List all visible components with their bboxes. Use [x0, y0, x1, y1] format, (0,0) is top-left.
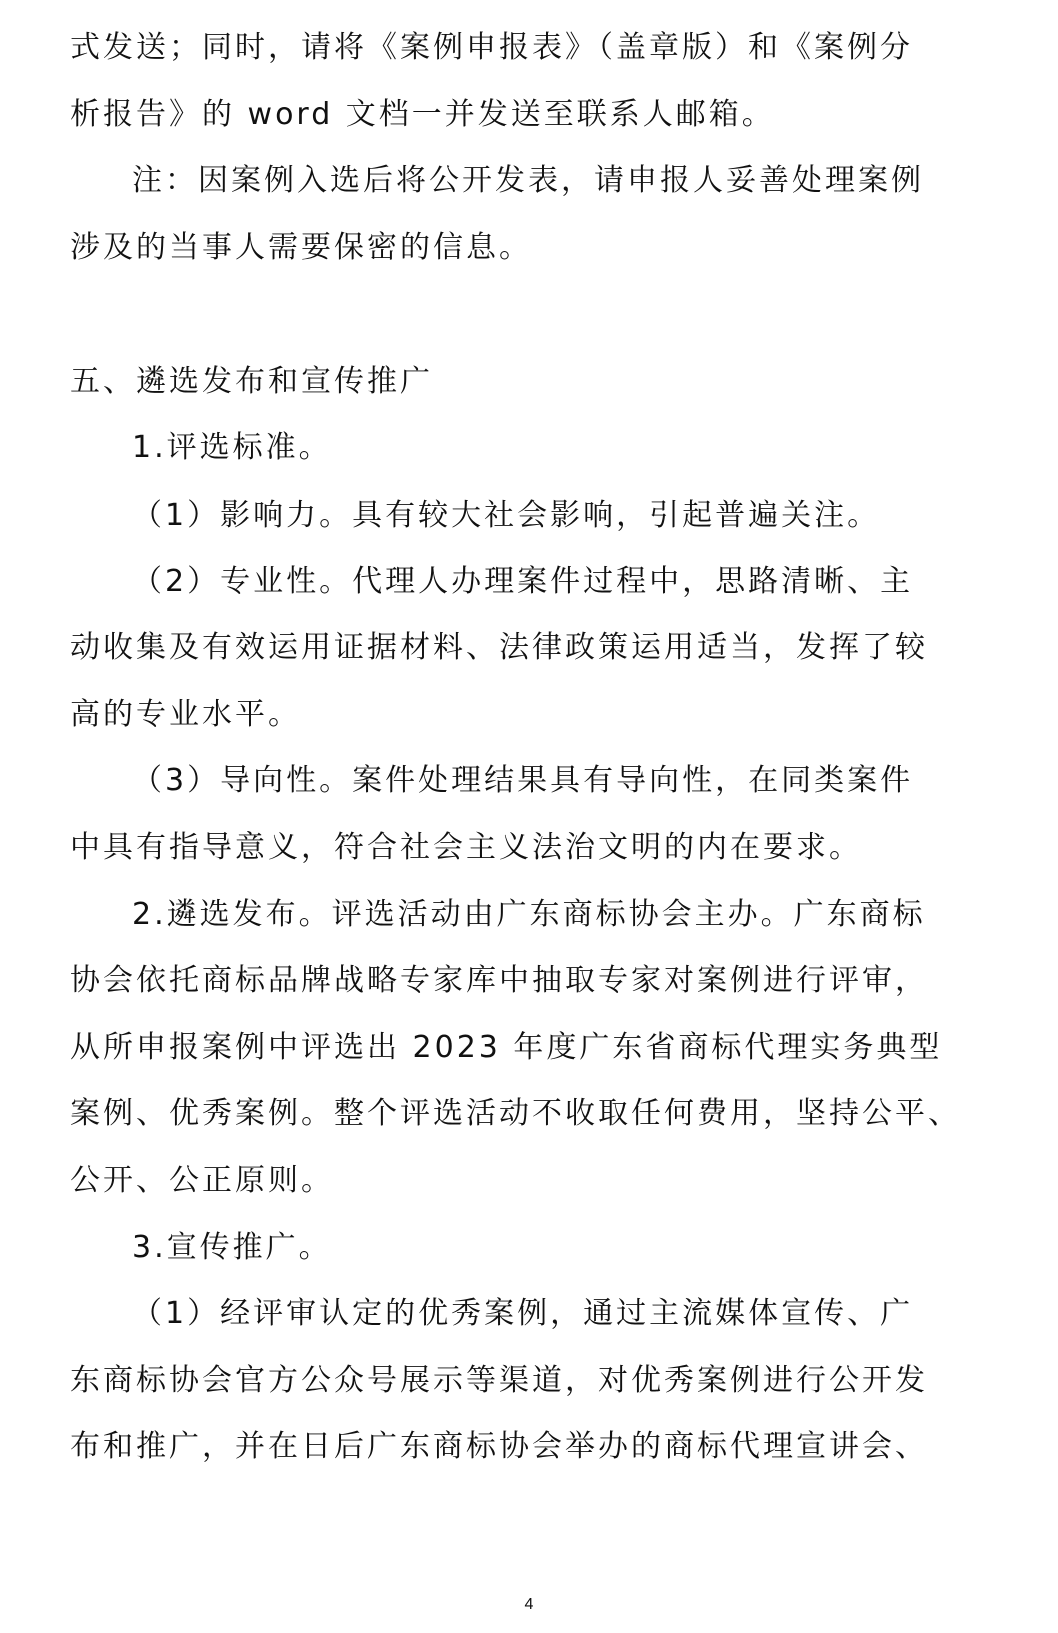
paragraph-line: （3）导向性。案件处理结果具有导向性，在同类案件 — [132, 763, 914, 798]
paragraph-line: （2）专业性。代理人办理案件过程中，思路清晰、主 — [132, 564, 914, 599]
paragraph-line: （1）影响力。具有较大社会影响，引起普遍关注。 — [132, 498, 881, 533]
paragraph-line: 公开、公正原则。 — [70, 1163, 334, 1198]
paragraph-line: 高的专业水平。 — [70, 697, 301, 732]
paragraph-line: 协会依托商标品牌战略专家库中抽取专家对案例进行评审， — [70, 963, 928, 998]
subsection-heading: 3.宣传推广。 — [132, 1230, 332, 1265]
paragraph-line: 式发送；同时，请将《案例申报表》（盖章版）和《案例分 — [70, 30, 913, 65]
paragraph-line: 东商标协会官方公众号展示等渠道，对优秀案例进行公开发 — [70, 1363, 928, 1398]
paragraph-line: （1）经评审认定的优秀案例，通过主流媒体宣传、广 — [132, 1296, 914, 1331]
note-line: 涉及的当事人需要保密的信息。 — [70, 230, 532, 265]
paragraph-line: 动收集及有效运用证据材料、法律政策运用适当，发挥了较 — [70, 630, 928, 665]
page-number: 4 — [524, 1596, 534, 1613]
paragraph-line: 析报告》的 word 文档一并发送至联系人邮箱。 — [70, 97, 775, 132]
paragraph-line: 布和推广，并在日后广东商标协会举办的商标代理宣讲会、 — [70, 1429, 928, 1464]
paragraph-line: 中具有指导意义，符合社会主义法治文明的内在要求。 — [70, 830, 862, 865]
section-heading: 五、遴选发布和宣传推广 — [70, 364, 433, 399]
paragraph-line: 案例、优秀案例。整个评选活动不收取任何费用，坚持公平、 — [70, 1096, 961, 1131]
subsection-heading: 1.评选标准。 — [132, 430, 332, 465]
paragraph-line: 从所申报案例中评选出 2023 年度广东省商标代理实务典型 — [70, 1030, 943, 1065]
subsection-heading: 2.遴选发布。评选活动由广东商标协会主办。广东商标 — [132, 897, 926, 932]
note-line: 注：因案例入选后将公开发表，请申报人妥善处理案例 — [132, 163, 924, 198]
